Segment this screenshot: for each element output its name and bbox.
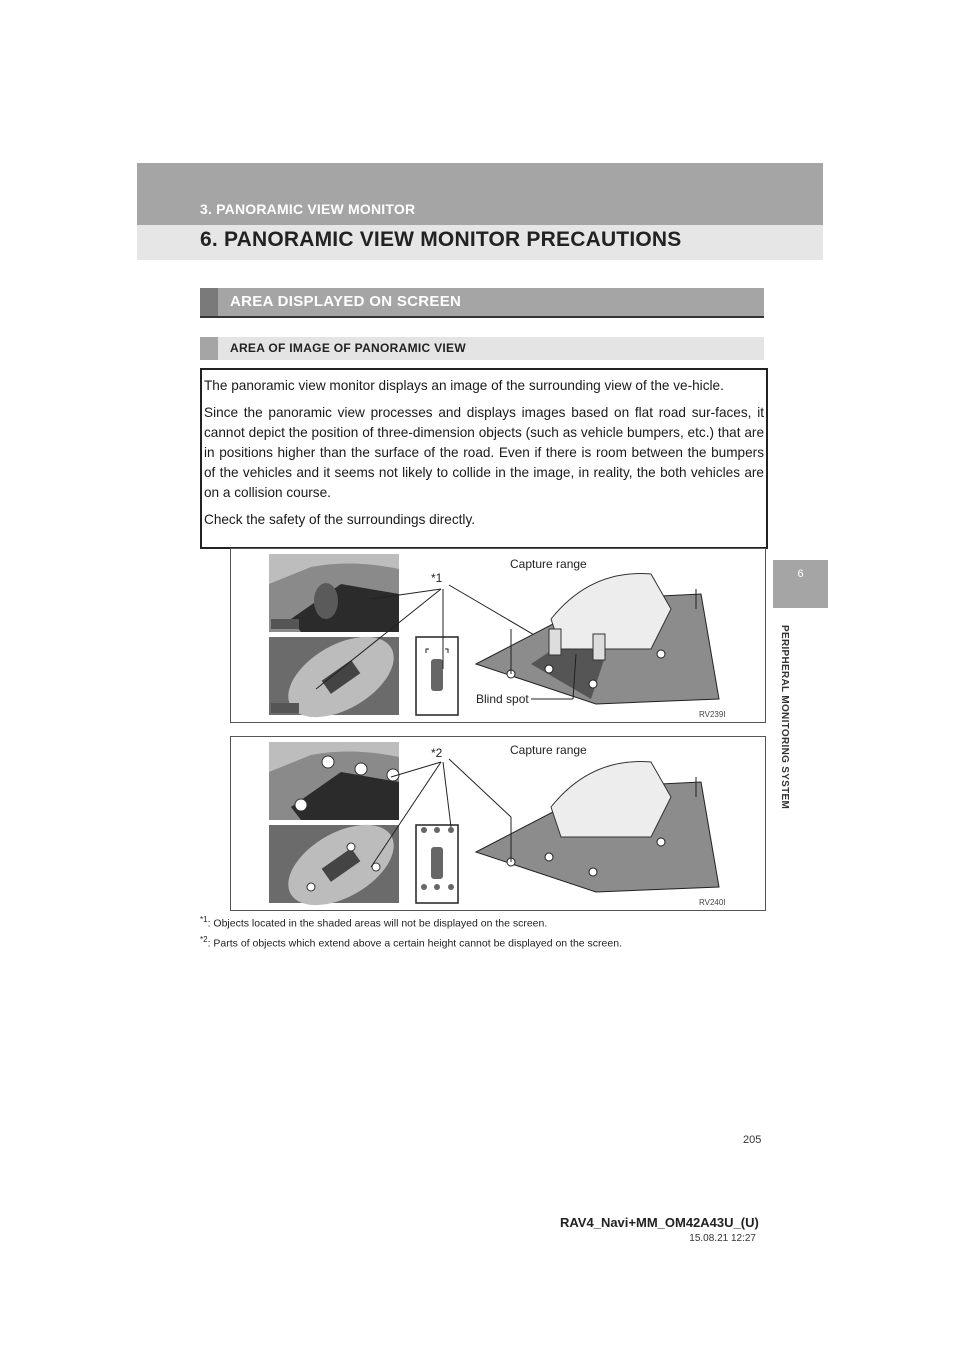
heading-image-marker [200, 337, 218, 360]
footnote-2-text: : Parts of objects which extend above a certain height cannot be displayed on the screen. [207, 937, 622, 949]
blind-spot-label: Blind spot [476, 692, 529, 706]
figure-2-code: RV240I [699, 898, 726, 907]
footnote-1-mark: *1 [200, 915, 208, 924]
body-paragraph-2: Since the panoramic view processes and displays images based on flat road sur-faces, it cannot depict the position of three-dimension objects (such as vehicle bumpers, etc.) that are in positions higher than the surface of the road. Even if there is room between the bumpers of the vehicles and it seems not likely to collide in the image, in reality, the both vehicles are on a collision course. [204, 405, 764, 500]
figure-1-code: RV239I [699, 710, 726, 719]
footnote-1 [200, 912, 800, 932]
page-number: 205 [743, 1134, 762, 1146]
capture-range-label-1: Capture range [510, 557, 587, 571]
footnote-2 [200, 932, 800, 952]
document-model: RAV4_Navi+MM_OM42A43U_(U) [560, 1215, 759, 1230]
heading-area-marker [200, 288, 218, 316]
heading-image: AREA OF IMAGE OF PANORAMIC VIEW [230, 341, 466, 355]
figure-2-illustration [231, 737, 765, 910]
footnote-1-text: : Objects located in the shaded areas will not be displayed on the screen. [207, 917, 548, 930]
heading-area: AREA DISPLAYED ON SCREEN [230, 293, 462, 310]
figure-height-limit [230, 736, 766, 911]
body-paragraph-1: The panoramic view monitor displays an image of the surrounding view of the ve-hicle. [204, 378, 724, 393]
page-title: 6. PANORAMIC VIEW MONITOR PRECAUTIONS [200, 228, 682, 251]
marker-2: *2 [431, 746, 443, 760]
chapter-label [779, 625, 805, 855]
figure-blind-spot [230, 548, 766, 723]
footnote-2-mark: *2 [200, 934, 208, 944]
chapter-number: 6 [797, 568, 804, 580]
figure-1-illustration [231, 549, 765, 722]
document-date: 15.08.21 12:27 [689, 1233, 756, 1244]
footnotes [200, 912, 800, 951]
body-paragraph-3: Check the safety of the surroundings directly. [204, 512, 476, 527]
marker-1: *1 [431, 571, 443, 585]
section-label: 3. PANORAMIC VIEW MONITOR [200, 201, 416, 217]
capture-range-label-2: Capture range [510, 743, 587, 757]
chapter-label-text: PERIPHERAL MONITORING SYSTEM [779, 625, 790, 810]
info-box [200, 368, 768, 549]
